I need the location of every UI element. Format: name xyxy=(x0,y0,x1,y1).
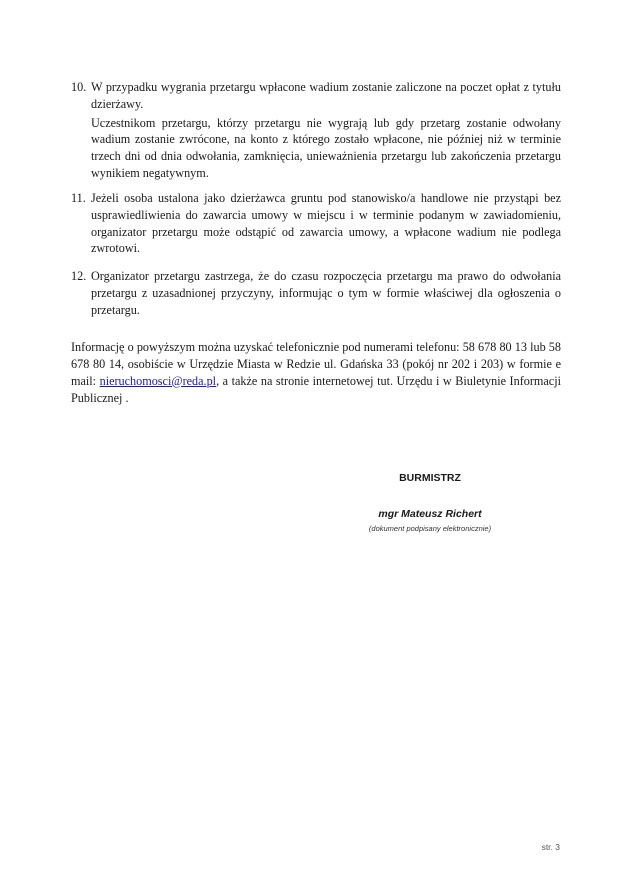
page-number: str. 3 xyxy=(541,842,560,852)
item-12 xyxy=(71,268,561,318)
contact-text: Informację o powyższym można uzyskać telefonicznie pod numerami telefonu: 58 678 80 13 lub 58 678 80 14, osobiście w Urzędzie Miasta w Redzie ul. Gdańska 33 (pokój nr 202 i 203) w formie e mail: xyxy=(71,340,561,388)
item-11 xyxy=(71,190,561,257)
contact-paragraph xyxy=(71,339,561,406)
item-number: 12. xyxy=(71,269,87,283)
item-10 xyxy=(71,79,561,182)
item-number: 11. xyxy=(71,191,86,205)
item-paragraph: Jeżeli osoba ustalona jako dzierżawca gruntu pod stanowisko/a handlowe nie przystąpi bez usprawiedliwienia do zawarcia umowy w miejscu i w terminie podanym w zawiadomieniu, organizator przetargu może odstąpić od zawarcia umowy, a wpłacone wadium nie podlega zwrotowi. xyxy=(91,191,561,256)
item-paragraph: Uczestnikom przetargu, którzy przetargu nie wygrają lub gdy przetarg zostanie odwołany wadium zostanie zwrócone, na konto z którego zostało wpłacone, nie później niż w terminie trzech dni od dnia odwołania, zamknięcia, unieważnienia przetargu lub zakończenia przetargu wynikiem negatywnym. xyxy=(91,115,561,180)
item-paragraph: W przypadku wygrania przetargu wpłacone wadium zostanie zaliczone na poczet opłat z tytułu dzierżawy. xyxy=(91,80,561,111)
signature-note: (dokument podpisany elektronicznie) xyxy=(368,524,492,533)
item-paragraph: Organizator przetargu zastrzega, że do czasu rozpoczęcia przetargu ma prawo do odwołania przetargu z uzasadnionej przyczyny, informując o tym w formie właściwej dla ogłoszenia o przetargu. xyxy=(91,269,561,317)
signature-name: mgr Mateusz Richert xyxy=(378,508,482,520)
signature-title: BURMISTRZ xyxy=(399,472,461,484)
email-link[interactable]: nieruchomosci@reda.pl xyxy=(99,373,217,388)
item-number: 10. xyxy=(71,80,87,94)
contact-text-end: , a także na stronie internetowej tut. Urzędu i w Biuletynie Informacji Publicznej . xyxy=(71,373,561,405)
